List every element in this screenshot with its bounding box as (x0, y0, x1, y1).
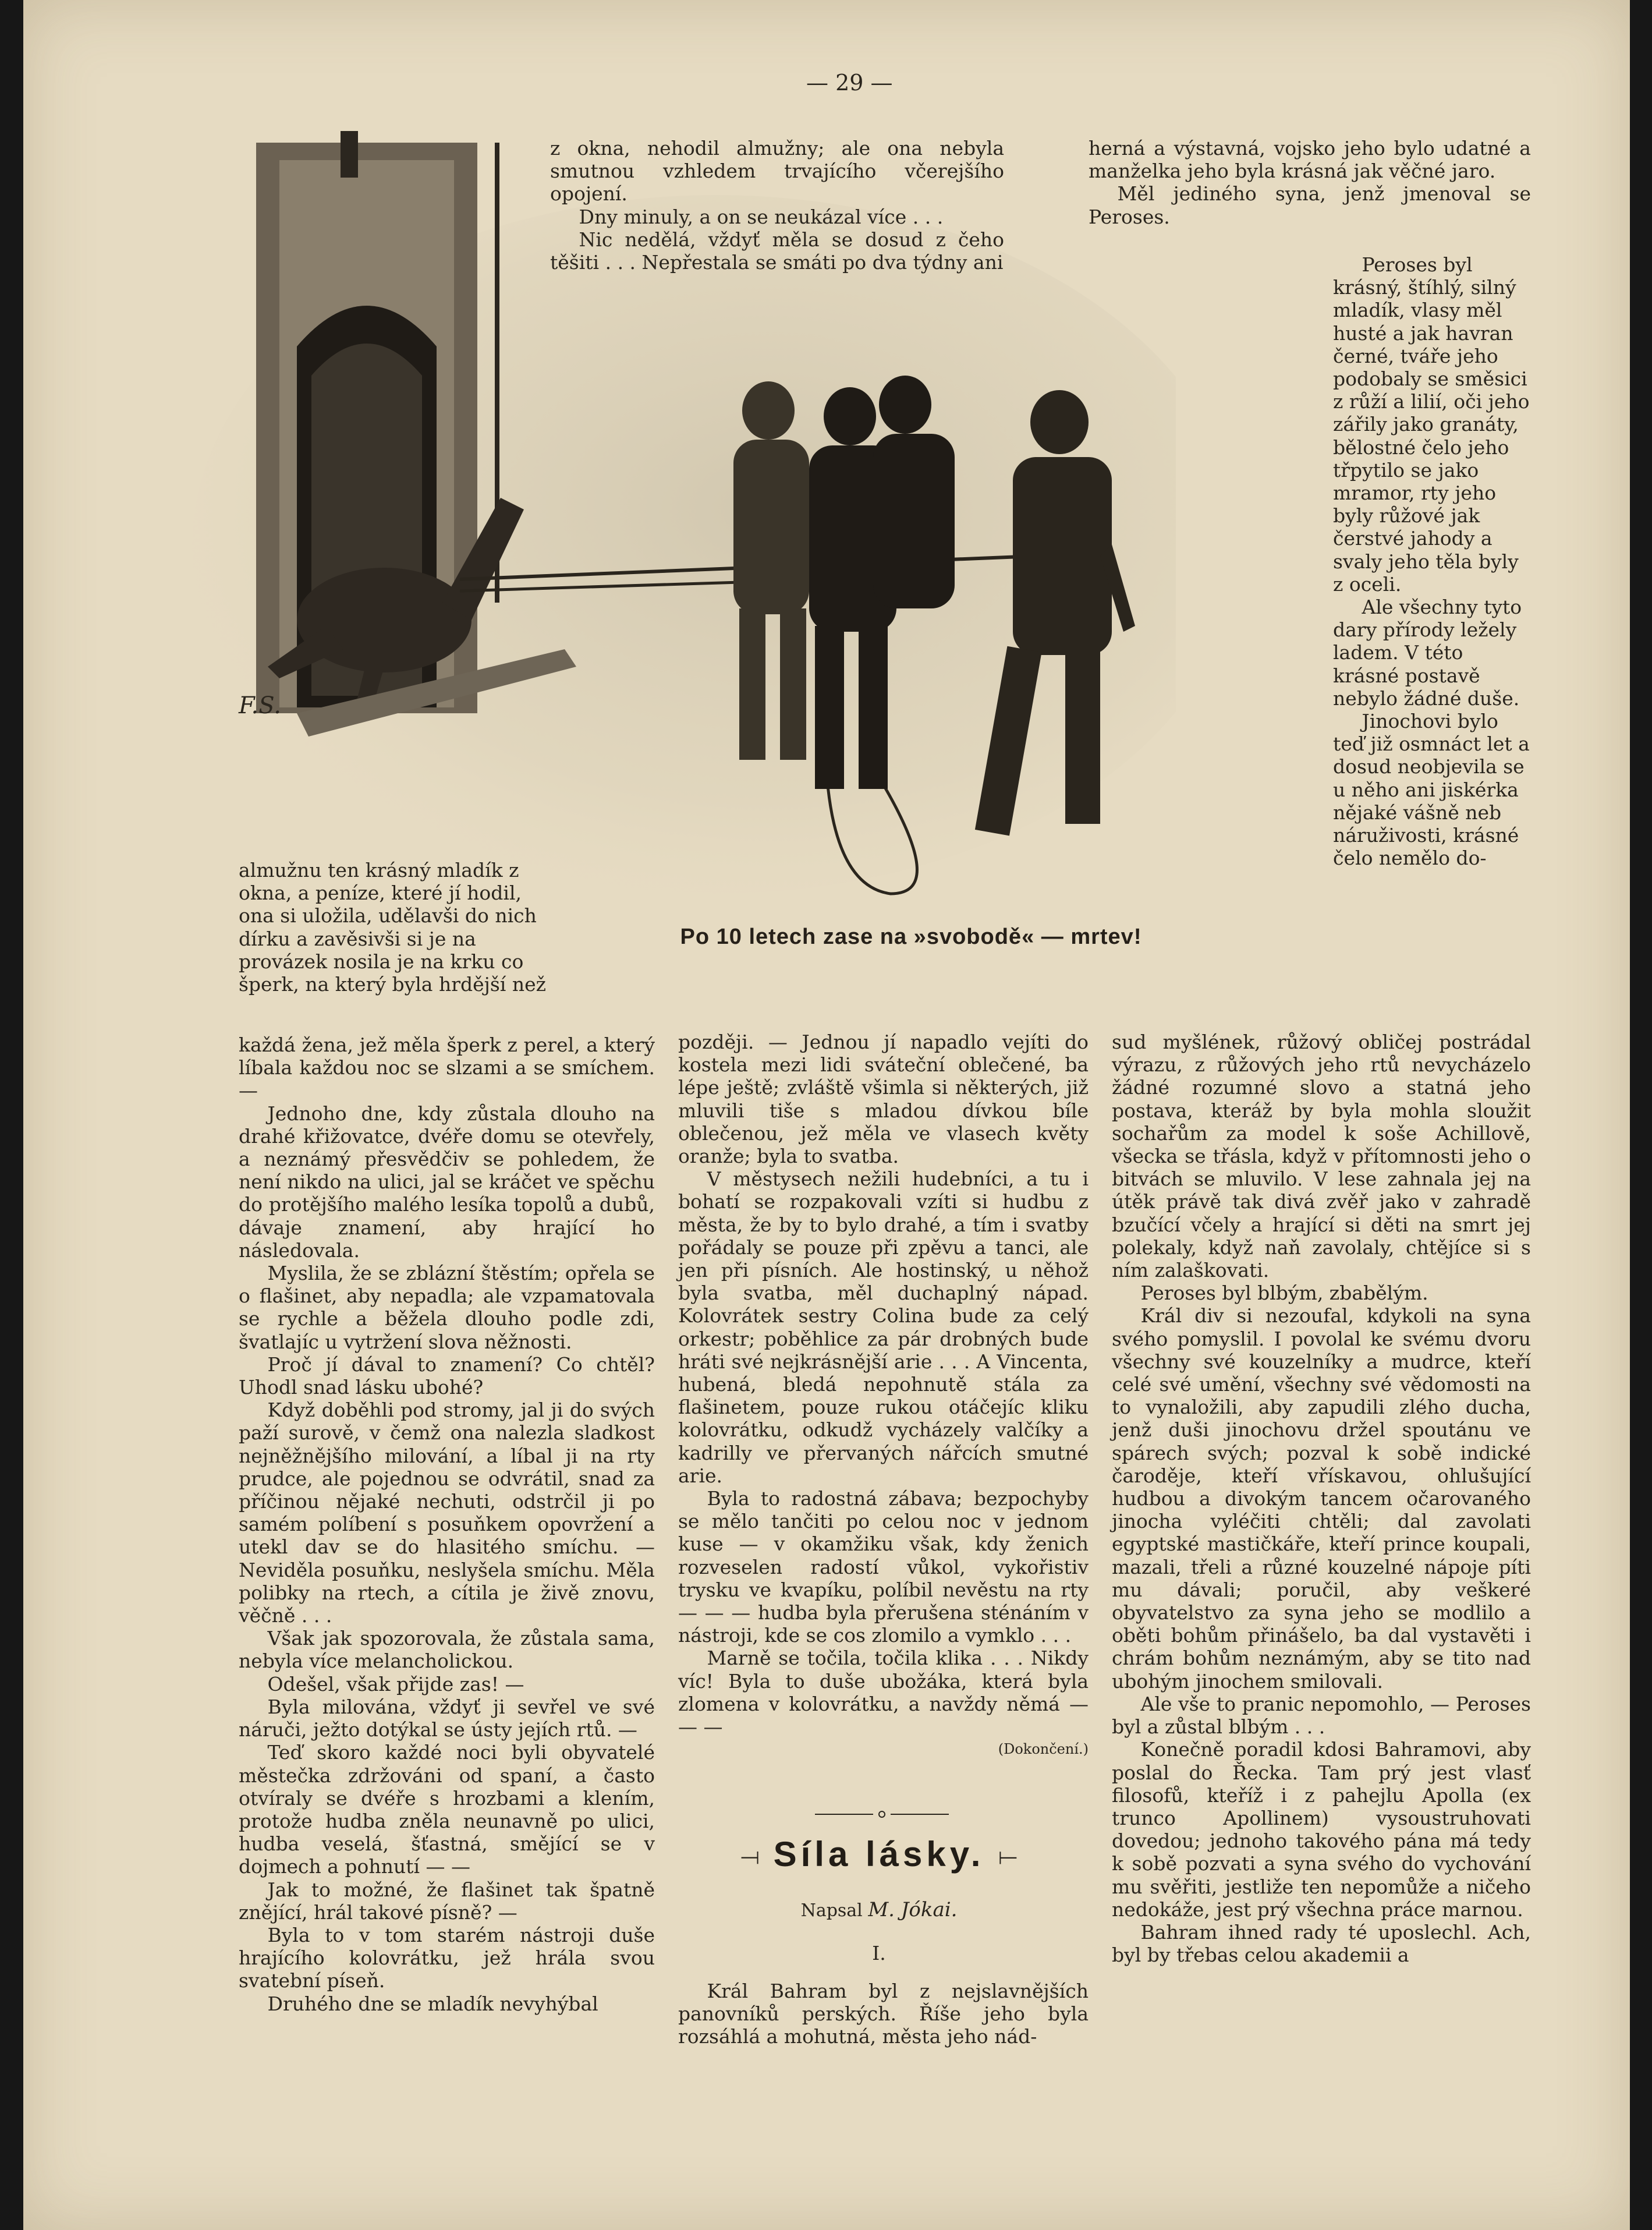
byline: Napsal M. Jókai. (800, 1898, 958, 1921)
chapter-number: I. (872, 1942, 886, 1964)
story-title (675, 1834, 1083, 1874)
title-ornament-right-icon: ⟝ (998, 1843, 1018, 1870)
title-ornament-left-icon: ⟞ (740, 1843, 760, 1870)
column-middle: později. — Jednou jí napadlo vejíti do kostela mezi lidi sváteční oblečené, ba lépe ještě; zvláště všimla si některých, již mluvili tiše s mladou dívkou bíle oblečenou, jež měla ve vlasech květy oranže; byla to svatba. V městysech nežili hudebníci, a tu i bohatí se rozpakovali vzíti si hudbu z města, že by to bylo drahé, a tím i svatby pořádaly se pouze při zpěvu a tanci, ale jen při písních. Ale hostinský, u něhož byla svatba, měl duchaplný nápad. Kolovrátek sestry Colina bude za celý orkestr; poběhlice za pár drobných bude hráti své nejkrásnější arie . . . A Vincenta, hubená, bledá nepohnutě stála za flašinetem, pouze rukou otáčejíc kliku kolovrátku, odkudž vycházely valčíky a kadrilly ve přervaných nářcích smutné arie. Byla to radostná zábava; bezpochyby se mělo tančiti po celou noc v jednom kuse — v okamžiku však, kdy ženich rozveselen radostí vůkol, vykořistiv trysku ve kvapíku, políbil nevěstu na rty — — — hudba byla přerušena sténáním v nástroji, kde se cos zlomilo a vymklo . . . Marně se točila, točila klika . . . Nikdy víc! Byla to duše ubožáka, která byla zlomena v kolovrátku, a navždy němá — — — (Dokončení.) (678, 1031, 1089, 1761)
column-right: sud myšlének, růžový obličej postrádal výrazu, z růžových jeho rtů nevycházelo žádné rozumné slovo a statná jeho postava, kteráž by byla mohla sloužit sochařům za model k soše Achillově, všecka se třásla, když v přítomnosti jeho o bitvách se mluvilo. V lese zahnala jej na útěk právě tak divá zvěř jako v zahradě bzučící včely a hrající si děti na smrt jej polekaly, když naň zavolaly, chtějíce si s ním zalaškovati. Peroses byl blbým, zbabělým. Král div si nezoufal, kdykoli na syna svého pomyslil. I povolal ke svému dvoru všechny své kouzelníky a mudrce, kteří celé své umění, všechny své vědomosti na to vynaložili, aby zapudili zlého ducha, jenž duši jinochovu držel spoutánu ve spárech svých; pozval k sobě indické čaroděje, kteří vřískavou, ohlušující hudbou a divokým tancem očarovaného jinocha vyléčiti chtěli; dal zavolati egyptské mastičkáře, kteří prince koupali, mazali, třeli a různé kouzelné nápoje píti mu dávali; poručil, aby veškeré obyvatelstvo za syna jeho se modlilo a oběti bohům přinášelo, ba dal vystavěti i chrám bohům neznámým, aby se tito nad ubohým jinochem smilovali. Ale vše to pranic nepomohlo, — Peroses byl a zůstal blbým . . . Konečně poradil kdosi Bahramovi, aby poslal do Řecka. Tam prý jest vlasť filosofů, kteříž i z pahejlu Apolla (ex trunco Apollinem) vysoustruhovati dovedou; jednoho takového pána má tedy k sobě pozvati a syna svého do vychování mu svěřiti, jestliže ten nepomůže a ničeho nedokáže, jest prý všechna práce marnou. Bahram ihned rady té uposlechl. Ach, byl by třebas celou akademii a (1112, 1031, 1531, 1967)
column-top-right: herná a výstavná, vojsko jeho bylo udatné a manželka jeho byla krásná jak věčné jaro. Měl jediného syna, jenž jmenoval se Peroses. (1089, 137, 1531, 228)
magazine-page (23, 0, 1630, 2230)
story-title-text: Síla lásky. (773, 1835, 985, 1874)
illustration-caption: Po 10 letech zase na »svobodě« — mrtev! (680, 925, 1142, 949)
section-divider (815, 1811, 949, 1818)
column-left-narrow: almužnu ten krásný mladík z okna, a peníze, které jí hodil, ona si uložila, udělavši do nich dírku a zavěsivši si je na provázek nosila je na krku co šperk, na který byla hrdější než (239, 859, 546, 996)
svg-text:F.S.: F.S. (239, 692, 281, 719)
column-top-center: z okna, nehodil almužny; ale ona nebyla smutnou vzhledem trvajícího včerejšího opojení. Dny minuly, a on se neukázal více . . . Nic nedělá, vždyť měla se dosud z čeho těšiti . . . Nepřestala se smáti po dva týdny ani (550, 137, 1004, 274)
author-name: M. Jókai. (868, 1898, 958, 1921)
column-left: každá žena, jež měla šperk z perel, a který líbala každou noc se slzami a se smíchem. — Jednoho dne, kdy zůstala dlouho na drahé křižovatce, dvéře domu se otevřely, a neznámý přesvědčiv se pohledem, že není nikdo na ulici, jal se kráčet ve spěchu do protějšího malého lesíka topolů a dubů, dávaje znamení, aby hrající ho následovala. Myslila, že se zblázní štěstím; opřela se o flašinet, aby nepadla; ale vzpamatovala se rychle a běžela dlouho podle zdi, švatlajíc u vytržení slova něžnosti. Proč jí dával to znamení? Co chtěl? Uhodl snad lásku ubohé? Když doběhli pod stromy, jal ji do svých paží surově, v čemž ona nalezla sladkost nejněžnějšího milování, a líbal ji na rty prudce, ale pojednou se odvrátil, snad za příčinou nějaké nechuti, odstrčil ji po samém políbení s posuňkem opovržení a utekl dav se do hlasitého smíchu. — Neviděla posuňku, neslyšela smíchu. Měla polibky na rtech, a cítila je živě znovu, věčně . . . Však jak spozorovala, že zůstala sama, nebyla více melancholickou. Odešel, však přijde zas! — Byla milována, vždyť ji sevřel ve své náruči, ježto dotýkal se ústy jejích rtů. — Teď skoro každé noci byli obyvatelé městečka zdržováni od spaní, a často otvíraly se dvéře s hrozbami a klením, protože hudba zněla neunavně po ulici, hudba veselá, šťastná, smějící se v dojmech a pohnutí — — Jak to možné, že flašinet tak špatně znějící, hrál takové písně? — Byla to v tom starém nástroji duše hrajícího kolovrátku, jež hrála svou svatební píseň. Druhého dne se mladík nevyhýbal (239, 1033, 655, 2015)
column-right-narrow: Peroses byl krásný, štíhlý, silný mladík, vlasy měl husté a jak havran černé, tváře jeho podobaly se směsici z růží a lilií, oči jeho zářily jako granáty, bělostné čelo jeho třpytilo se jako mramor, rty jeho byly růžové jak čerstvé jahody a svaly jeho těla byly z oceli. Ale všechny tyto dary přírody ležely ladem. V této krásné postavě nebylo žádné duše. Jinochovi bylo teď již osmnáct let a dosud neobjevila se u něho ani jiskérka nějaké vášně neb náruživosti, krásné čelo nemělo do- (1333, 253, 1530, 870)
page-number: — 29 — (806, 70, 893, 95)
column-middle-bottom: Král Bahram byl z nejslavnějších panovníků perských. Říše jeho byla rozsáhlá a mohutná, města jeho nád- (678, 1980, 1089, 2048)
continuation-note: (Dokončení.) (998, 1741, 1089, 1758)
